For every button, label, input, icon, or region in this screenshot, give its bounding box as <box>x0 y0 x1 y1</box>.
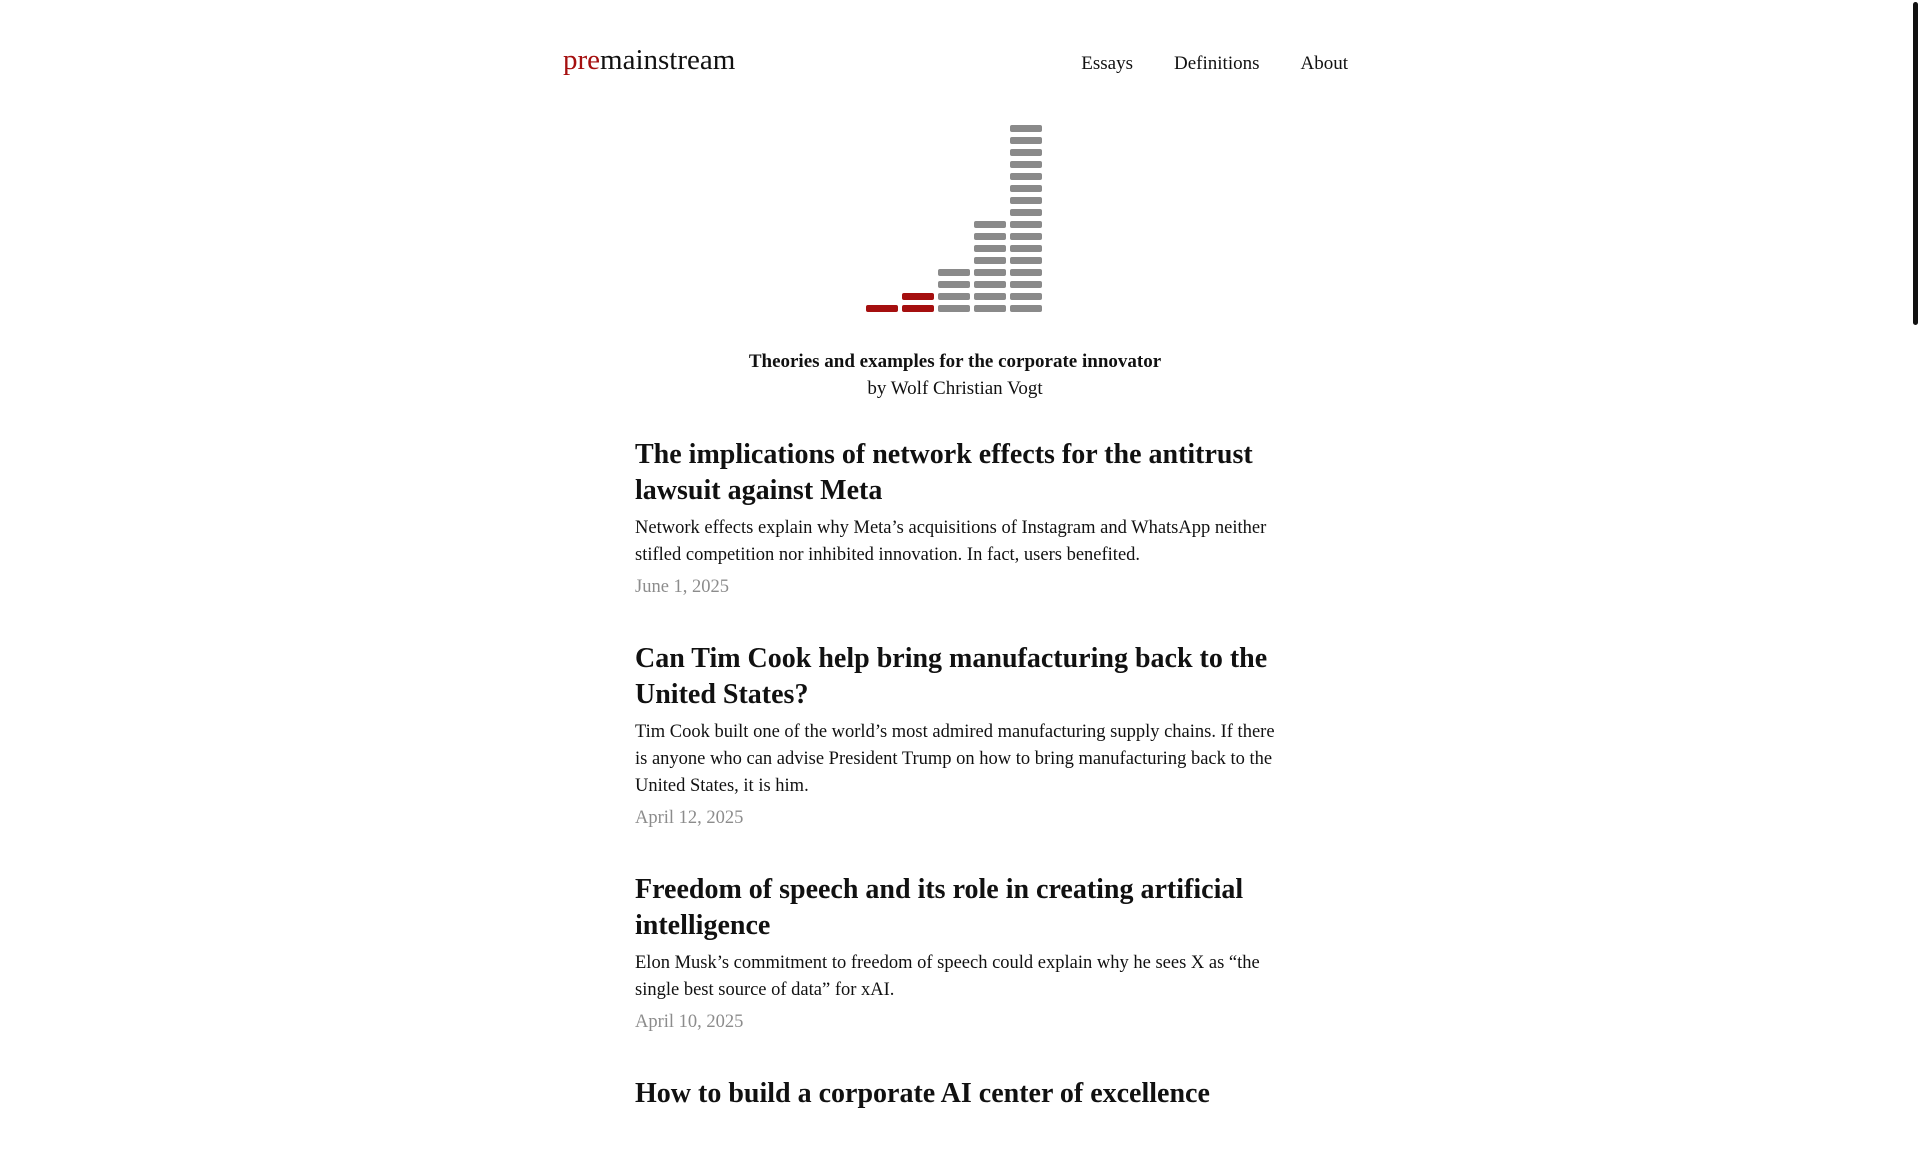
emblem-bar-segment <box>938 305 970 312</box>
logo-main-text: mainstream <box>600 44 736 76</box>
nav-about[interactable]: About <box>1300 53 1348 74</box>
emblem-bar-segment <box>902 293 934 300</box>
post-title[interactable]: Can Tim Cook help bring manufacturing back to the United States? <box>635 643 1268 710</box>
post-summary: Elon Musk’s commitment to freedom of speech could explain why he sees X as “the single best source of data” for xAI. <box>635 953 1260 1000</box>
post-summary: Network effects explain why Meta’s acquisitions of Instagram and WhatsApp neither stifled competition nor inhibited innovation. In fact, users benefited. <box>635 518 1267 565</box>
tagline-byline: by Wolf Christian Vogt <box>867 378 1043 399</box>
emblem-bar-segment <box>1010 257 1042 264</box>
scrollbar-thumb[interactable] <box>1913 2 1918 325</box>
post-list <box>635 437 1275 1152</box>
emblem-bar-segment <box>974 233 1006 240</box>
post-title[interactable]: How to build a corporate AI center of excellence <box>635 1078 1210 1109</box>
emblem-bar-segment <box>1010 197 1042 204</box>
tagline-headline: Theories and examples for the corporate innovator <box>748 351 1162 372</box>
emblem-bar-segment <box>1010 233 1042 240</box>
post-date: April 10, 2025 <box>635 1012 744 1032</box>
emblem-bar-segment <box>1010 221 1042 228</box>
emblem-bar-segment <box>1010 149 1042 156</box>
emblem-bar-segment <box>1010 293 1042 300</box>
emblem-bar-segment <box>1010 269 1042 276</box>
emblem-bar-segment <box>1010 173 1042 180</box>
nav-essays[interactable]: Essays <box>1081 53 1133 74</box>
emblem-bar-segment <box>974 257 1006 264</box>
post-item <box>635 437 1275 601</box>
post-title[interactable]: Freedom of speech and its role in creating artificial intelligence <box>635 874 1244 941</box>
emblem-bar-segment <box>902 305 934 312</box>
emblem-bar-segment <box>974 281 1006 288</box>
emblem-bar-segment <box>974 305 1006 312</box>
post-summary: Tim Cook built one of the world’s most admired manufacturing supply chains. If there is anyone who can advise President Trump on how to bring manufacturing back to the United States, it is him. <box>635 722 1275 796</box>
emblem-bar-segment <box>938 281 970 288</box>
emblem-bar-segment <box>1010 209 1042 216</box>
site-header <box>563 40 1348 84</box>
main-nav <box>1081 53 1348 75</box>
emblem-bar-segment <box>1010 281 1042 288</box>
post-title[interactable]: The implications of network effects for the antitrust lawsuit against Meta <box>635 439 1253 506</box>
emblem-bar-segment <box>938 269 970 276</box>
emblem-bar-segment <box>1010 305 1042 312</box>
emblem-bar-segment <box>1010 137 1042 144</box>
bar-chart-emblem-icon <box>866 120 1046 312</box>
emblem-bar-segment <box>974 293 1006 300</box>
logo-pre-text: pre <box>563 44 601 76</box>
emblem-bar-segment <box>866 305 898 312</box>
scrollbar[interactable] <box>1910 0 1920 1080</box>
post-item <box>635 872 1275 1036</box>
nav-definitions[interactable]: Definitions <box>1174 53 1260 74</box>
emblem-bar-segment <box>1010 161 1042 168</box>
emblem-bar-segment <box>974 221 1006 228</box>
post-date: April 12, 2025 <box>635 808 744 828</box>
emblem-bar-segment <box>974 269 1006 276</box>
emblem-bar-segment <box>974 245 1006 252</box>
post-item <box>635 1076 1275 1112</box>
post-date: June 1, 2025 <box>635 577 730 597</box>
emblem-bar-segment <box>1010 185 1042 192</box>
site-logo[interactable] <box>563 44 735 77</box>
emblem-bar-segment <box>938 293 970 300</box>
post-item <box>635 641 1275 832</box>
emblem-bar-segment <box>1010 245 1042 252</box>
tagline <box>0 348 1910 402</box>
emblem-bar-segment <box>1010 125 1042 132</box>
